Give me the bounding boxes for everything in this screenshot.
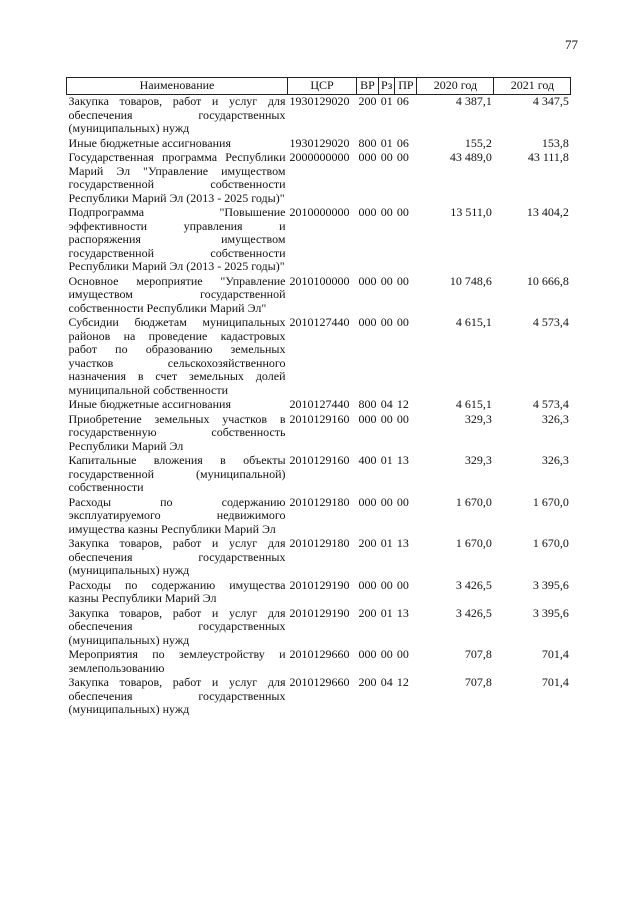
row-amount-2020: 3 426,5 [455, 605, 492, 620]
row-vr: 800 [358, 397, 377, 411]
row-amount-2020: 3 426,5 [455, 577, 492, 592]
row-amount-2021: 1 670,0 [532, 536, 569, 550]
row-name: Приобретение земельных участков в государственную собственность Республики Марий Эл [68, 411, 286, 453]
table-row [67, 579, 571, 607]
table-row [67, 95, 571, 137]
row-amount-2021: 3 395,6 [532, 577, 569, 592]
row-amount-2021: 4 573,4 [532, 397, 569, 411]
row-csr: 1930129020 [289, 94, 350, 108]
row-csr: 1930129020 [289, 135, 350, 150]
row-amount-2020: 707,8 [464, 675, 492, 689]
row-amount-2021: 13 404,2 [526, 205, 569, 219]
row-amount-2021: 1 670,0 [532, 494, 569, 509]
row-vr: 000 [358, 577, 377, 592]
row-amount-2021: 326,3 [541, 411, 569, 426]
row-name: Мероприятия по землеустройству и землепользованию [68, 647, 286, 675]
row-pr: 06 [396, 135, 409, 150]
row-amount-2020: 10 748,6 [449, 273, 492, 288]
table-row [67, 537, 571, 579]
row-vr: 800 [358, 135, 377, 150]
row-amount-2021: 153,8 [541, 135, 569, 150]
row-csr: 2010127440 [289, 315, 350, 329]
page-number: 77 [565, 37, 578, 52]
row-rz: 00 [380, 205, 393, 219]
row-pr: 12 [396, 397, 409, 411]
row-amount-2020: 13 511,0 [450, 205, 492, 219]
row-csr: 2010129660 [289, 675, 350, 689]
row-amount-2020: 1 670,0 [455, 494, 492, 509]
row-csr: 2010129160 [289, 453, 350, 467]
row-vr: 400 [358, 453, 377, 467]
table-row [67, 676, 571, 718]
table-row [67, 206, 571, 275]
table-row [67, 496, 571, 538]
row-csr: 2010127440 [289, 397, 350, 411]
row-vr: 000 [358, 205, 377, 219]
row-pr: 13 [396, 605, 409, 620]
row-csr: 2010000000 [289, 205, 350, 219]
row-pr: 00 [396, 577, 409, 592]
row-csr: 2010129190 [289, 605, 350, 620]
row-csr: 2010129190 [289, 577, 350, 592]
row-vr: 000 [358, 494, 377, 509]
row-amount-2020: 4 615,1 [455, 397, 492, 411]
table-row [67, 413, 571, 455]
header-name: Наименование [67, 78, 288, 95]
budget-table [66, 77, 571, 718]
row-amount-2021: 4 347,5 [532, 94, 569, 108]
row-pr: 12 [396, 675, 409, 689]
row-name: Закупка товаров, работ и услуг для обеспечения государственных (муниципальных) нужд [68, 605, 286, 647]
table-row [67, 607, 571, 649]
row-amount-2021: 10 666,8 [526, 273, 569, 288]
row-amount-2021: 43 111,8 [527, 150, 569, 164]
row-csr: 2010129180 [289, 494, 350, 509]
table-row [67, 398, 571, 413]
row-rz: 00 [380, 411, 393, 426]
row-csr: 2010129160 [289, 411, 350, 426]
row-amount-2020: 4 615,1 [455, 315, 492, 329]
row-amount-2020: 43 489,0 [449, 150, 492, 164]
row-vr: 000 [358, 411, 377, 426]
header-2021: 2021 год [494, 78, 571, 95]
row-vr: 200 [358, 536, 377, 550]
header-csr: ЦСР [288, 78, 357, 95]
row-amount-2021: 701,4 [541, 647, 569, 661]
header-2020: 2020 год [417, 78, 494, 95]
row-vr: 000 [358, 273, 377, 288]
table-row [67, 648, 571, 676]
row-name: Иные бюджетные ассигнования [68, 397, 231, 411]
row-name: Субсидии бюджетам муниципальных районов на проведение кадастровых работ по образованию земельных участков сельскохозяйственного назначения в счет земельных долей муниципальной собственности [68, 315, 286, 397]
row-rz: 00 [380, 577, 393, 592]
row-name: Закупка товаров, работ и услуг для обеспечения государственных (муниципальных) нужд [68, 675, 286, 716]
row-rz: 00 [380, 315, 393, 329]
row-amount-2021: 701,4 [541, 675, 569, 689]
row-csr: 2010100000 [289, 273, 350, 288]
row-pr: 13 [396, 536, 409, 550]
row-rz: 01 [380, 536, 393, 550]
row-amount-2021: 326,3 [541, 453, 569, 467]
header-rz: Рз [379, 78, 395, 95]
row-rz: 00 [380, 273, 393, 288]
row-vr: 000 [358, 150, 377, 164]
row-amount-2021: 3 395,6 [532, 605, 569, 620]
row-pr: 06 [396, 94, 409, 108]
row-rz: 00 [380, 494, 393, 509]
row-rz: 01 [380, 94, 393, 108]
row-amount-2020: 4 387,1 [455, 94, 492, 108]
row-name: Иные бюджетные ассигнования [68, 135, 231, 150]
row-amount-2020: 155,2 [464, 135, 492, 150]
table-row [67, 151, 571, 206]
table-body [67, 95, 571, 718]
row-csr: 2010129660 [289, 647, 350, 661]
row-rz: 04 [380, 397, 393, 411]
row-pr: 00 [396, 150, 409, 164]
header-vr: ВР [357, 78, 379, 95]
row-amount-2020: 329,3 [464, 453, 492, 467]
row-vr: 000 [358, 647, 377, 661]
row-rz: 01 [380, 135, 393, 150]
row-rz: 01 [380, 605, 393, 620]
row-name: Капитальные вложения в объекты государственной (муниципальной) собственности [68, 453, 286, 494]
row-name: Закупка товаров, работ и услуг для обеспечения государственных (муниципальных) нужд [68, 94, 286, 135]
row-amount-2020: 707,8 [464, 647, 492, 661]
row-amount-2021: 4 573,4 [532, 315, 569, 329]
table-row [67, 454, 571, 496]
table-row [67, 137, 571, 152]
row-vr: 000 [358, 315, 377, 329]
table-header-row [67, 78, 571, 95]
row-pr: 00 [396, 273, 409, 288]
row-name: Расходы по содержанию имущества казны Республики Марий Эл [68, 577, 286, 605]
row-name: Подпрограмма "Повышение эффективности управления и распоряжения имуществом государственной собственности Республики Марий Эл (2013 - 2025 годы)" [68, 205, 286, 273]
row-name: Расходы по содержанию эксплуатируемого недвижимого имущества казны Республики Марий Эл [68, 494, 286, 536]
row-pr: 00 [396, 494, 409, 509]
header-pr: ПР [395, 78, 417, 95]
row-pr: 00 [396, 411, 409, 426]
row-rz: 04 [380, 675, 393, 689]
row-amount-2020: 1 670,0 [455, 536, 492, 550]
row-rz: 00 [380, 150, 393, 164]
row-csr: 2000000000 [289, 150, 350, 164]
row-rz: 00 [380, 647, 393, 661]
row-csr: 2010129180 [289, 536, 350, 550]
row-amount-2020: 329,3 [464, 411, 492, 426]
row-name: Основное мероприятие "Управление имуществом государственной собственности Республики Марий Эл" [68, 273, 286, 315]
table-row [67, 316, 571, 398]
row-vr: 200 [358, 675, 377, 689]
row-vr: 200 [358, 94, 377, 108]
row-rz: 01 [380, 453, 393, 467]
row-pr: 00 [396, 647, 409, 661]
row-name: Закупка товаров, работ и услуг для обеспечения государственных (муниципальных) нужд [68, 536, 286, 577]
row-pr: 00 [396, 205, 409, 219]
row-pr: 13 [396, 453, 409, 467]
row-name: Государственная программа Республики Марий Эл "Управление имуществом государственной собственности Республики Марий Эл (2013 - 2025 годы)" [68, 150, 286, 205]
table-row [67, 275, 571, 317]
row-pr: 00 [396, 315, 409, 329]
row-vr: 200 [358, 605, 377, 620]
